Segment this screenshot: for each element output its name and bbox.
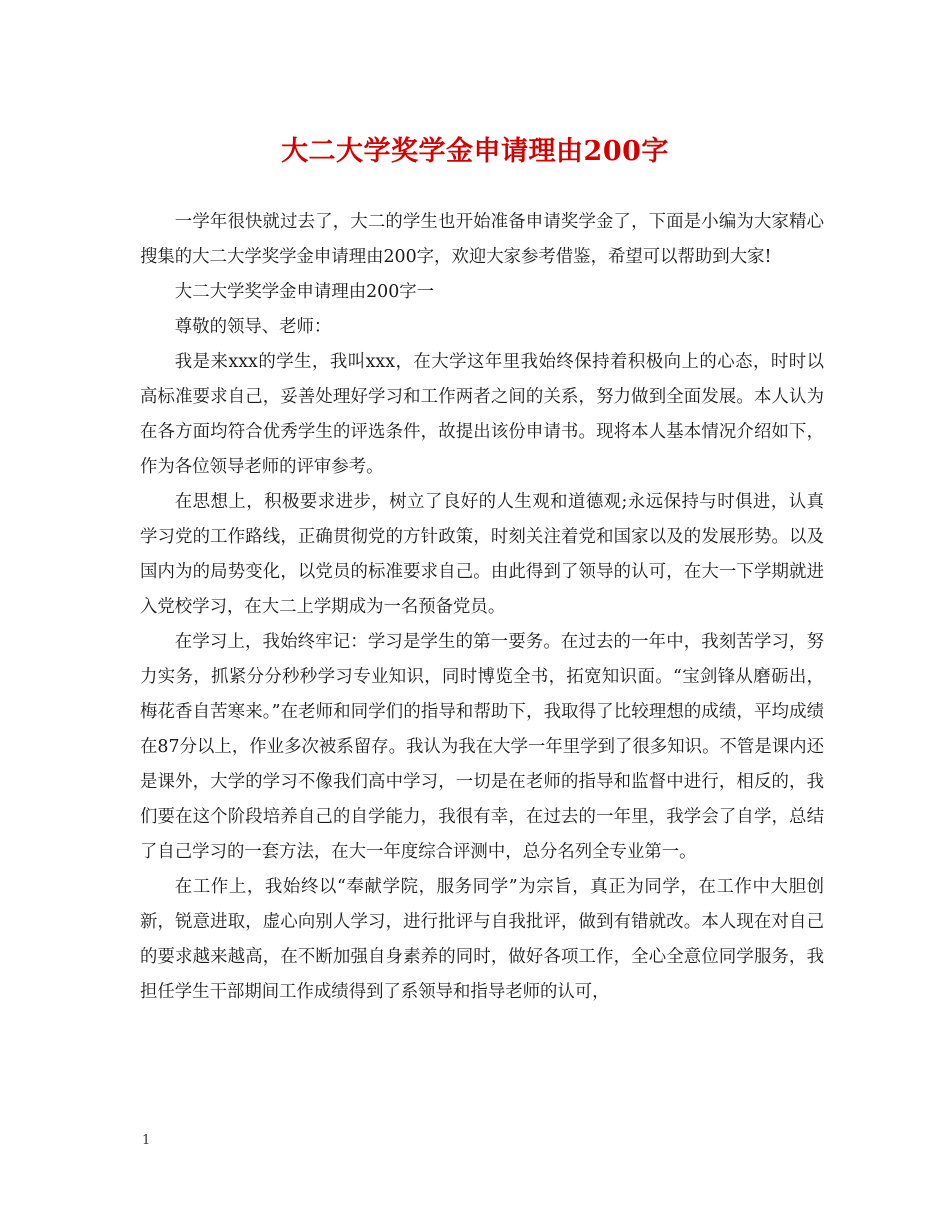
document-body bbox=[140, 205, 824, 1010]
paragraph-intro: 一学年很快就过去了，大二的学生也开始准备申请奖学金了，下面是小编为大家精心搜集的大二大学奖学金申请理由200字，欢迎大家参考借鉴，希望可以帮助到大家! bbox=[140, 212, 824, 267]
paragraph-study: 在学习上，我始终牢记：学习是学生的第一要务。在过去的一年中，我刻苦学习，努力实务，抓紧分分秒秒学习专业知识，同时博览全书，拓宽知识面。“宝剑锋从磨砺出，梅花香自苦寒来。”在老师和同学们的指导和帮助下，我取得了比较理想的成绩，平均成绩在87分以上，作业多次被系留存。我认为我在大学一年里学到了很多知识。不管是课内还是课外，大学的学习不像我们高中学习，一切是在老师的指导和监督中进行，相反的，我们要在这个阶段培养自己的自学能力，我很有幸，在过去的一年里，我学会了自学，总结了自己学习的一套方法，在大一年度综合评测中，总分名列全专业第一。 bbox=[140, 632, 824, 862]
paragraph-work: 在工作上，我始终以“奉献学院，服务同学”为宗旨，真正为同学，在工作中大胆创新，锐意进取，虚心向别人学习，进行批评与自我批评，做到有错就改。本人现在对自己的要求越来越高，在不断加强自身素养的同时，做好各项工作，全心全意位同学服务，我担任学生干部期间工作成绩得到了系领导和指导老师的认可， bbox=[140, 877, 824, 1002]
document-title: 大二大学奖学金申请理由200字 bbox=[281, 136, 669, 167]
paragraph-self-intro: 我是来xxx的学生，我叫xxx，在大学这年里我始终保持着积极向上的心态，时时以高标准要求自己，妥善处理好学习和工作两者之间的关系，努力做到全面发展。本人认为在各方面均符合优秀学生的评选条件，故提出该份申请书。现将本人基本情况介绍如下，作为各位领导老师的评审参考。 bbox=[140, 352, 824, 477]
page-number: 1 bbox=[142, 1133, 151, 1148]
paragraph-salutation: 尊敬的领导、老师： bbox=[174, 317, 332, 337]
paragraph-thought: 在思想上，积极要求进步，树立了良好的人生观和道德观;永远保持与时俱进，认真学习党的工作路线，正确贯彻党的方针政策，时刻关注着党和国家以及的发展形势。以及国内为的局势变化，以党员的标准要求自己。由此得到了领导的认可，在大一下学期就进入党校学习，在大二上学期成为一名预备党员。 bbox=[140, 492, 824, 617]
paragraph-subtitle: 大二大学奖学金申请理由200字一 bbox=[174, 282, 435, 302]
